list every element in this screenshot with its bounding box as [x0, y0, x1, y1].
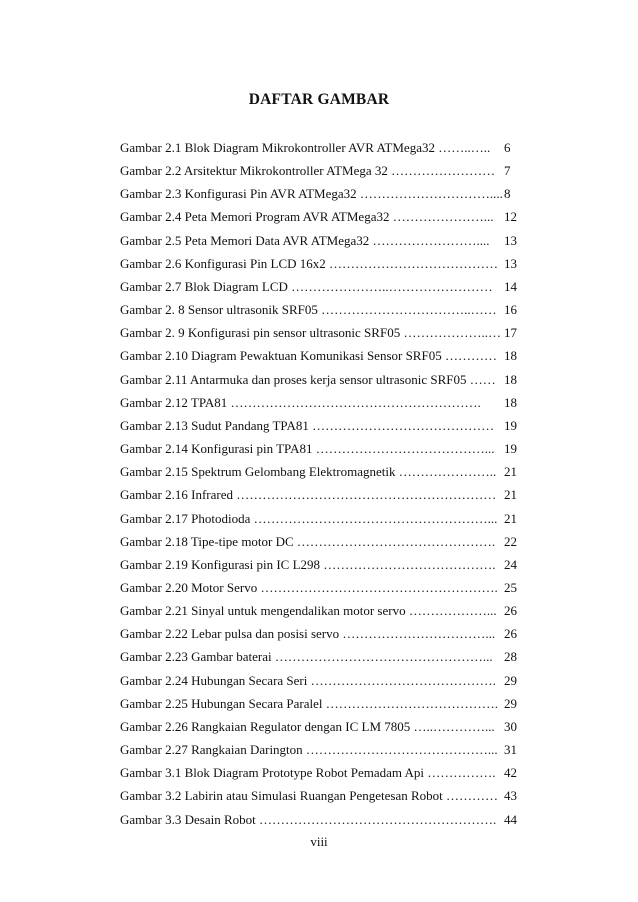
figure-list-item: [120, 557, 528, 580]
figure-list-item: [120, 441, 528, 464]
figure-entry-text: Gambar 3.1 Blok Diagram Prototype Robot Pemadam Api …………….: [120, 765, 496, 781]
figure-entry-page: 19: [504, 417, 517, 433]
figure-entry-page: 30: [504, 718, 517, 734]
figure-list-item: [120, 534, 528, 557]
figure-entry-text: Gambar 2.18 Tipe-tipe motor DC ……………………………………….: [120, 533, 496, 549]
figure-entry-page: 21: [504, 464, 517, 480]
figure-list-item: [120, 812, 528, 835]
figure-entry-text: Gambar 3.3 Desain Robot ……………………………………………….: [120, 811, 497, 827]
figure-list-item: [120, 742, 528, 765]
figure-entry-text: Gambar 2.2 Arsitektur Mikrokontroller ATMega 32 ……………………: [120, 163, 496, 179]
figure-entry-page: 8: [504, 186, 511, 202]
figure-entry-page: 26: [504, 626, 517, 642]
figure-entry-page: 21: [504, 510, 517, 526]
figure-entry-page: 17: [504, 325, 517, 341]
figure-list-item: [120, 603, 528, 626]
figure-list-item: [120, 788, 528, 811]
figure-entry-text: Gambar 2. 8 Sensor ultrasonik SRF05 ……………………………..……: [120, 302, 497, 318]
figure-list-item: [120, 348, 528, 371]
figure-entry-text: Gambar 2.24 Hubungan Secara Seri …………………………………….: [120, 672, 496, 688]
figure-entry-text: Gambar 2.22 Lebar pulsa dan posisi servo ……………………………...: [120, 626, 496, 642]
figure-list-item: [120, 765, 528, 788]
figure-list-item: [120, 395, 528, 418]
figure-entry-text: Gambar 2.13 Sudut Pandang TPA81 ……………………………………: [120, 417, 495, 433]
figure-list-item: [120, 418, 528, 441]
figure-entry-page: 18: [504, 371, 517, 387]
figure-list-item: [120, 279, 528, 302]
figure-entry-text: Gambar 2.4 Peta Memori Program AVR ATMega32 …………………...: [120, 209, 494, 225]
figure-entry-text: Gambar 2.23 Gambar baterai …………………………………………...: [120, 649, 493, 665]
figure-entry-text: Gambar 2.6 Konfigurasi Pin LCD 16x2 …………………………………: [120, 255, 499, 271]
figure-entry-page: 18: [504, 394, 517, 410]
figure-list-item: [120, 719, 528, 742]
figure-entry-page: 18: [504, 348, 517, 364]
figure-entry-page: 21: [504, 487, 517, 503]
figure-entry-text: Gambar 2.12 TPA81 ………………………………………………….: [120, 394, 481, 410]
figure-entry-page: 44: [504, 811, 517, 827]
figure-entry-page: 16: [504, 302, 517, 318]
figure-entry-text: Gambar 2.10 Diagram Pewaktuan Komunikasi Sensor SRF05 …………: [120, 348, 497, 364]
figure-entry-page: 42: [504, 765, 517, 781]
figure-entry-page: 19: [504, 441, 517, 457]
figure-entry-page: 43: [504, 788, 517, 804]
figure-entry-text: Gambar 2.15 Spektrum Gelombang Elektromagnetik …………………..: [120, 464, 497, 480]
figure-entry-text: Gambar 2.5 Peta Memori Data AVR ATMega32 ……………………....: [120, 232, 490, 248]
figure-entry-page: 31: [504, 742, 517, 758]
figure-list-item: [120, 372, 528, 395]
figure-entry-text: Gambar 3.2 Labirin atau Simulasi Ruangan Pengetesan Robot …………: [120, 788, 499, 804]
figure-entry-page: 22: [504, 533, 517, 549]
figure-entry-page: 29: [504, 695, 517, 711]
figure-entry-text: Gambar 2. 9 Konfigurasi pin sensor ultrasonic SRF05 ………………..…: [120, 325, 501, 341]
figure-list-item: [120, 696, 528, 719]
figure-entry-page: 28: [504, 649, 517, 665]
figure-entry-text: Gambar 2.3 Konfigurasi Pin AVR ATMega32 …………………………....: [120, 186, 503, 202]
figure-entry-text: Gambar 2.25 Hubungan Secara Paralel ………………………………….: [120, 695, 499, 711]
figure-list-item: [120, 186, 528, 209]
figure-entry-text: Gambar 2.17 Photodioda ………………………………………………...: [120, 510, 498, 526]
figure-list-item: [120, 209, 528, 232]
figure-entry-text: Gambar 2.26 Rangkaian Regulator dengan IC LM 7805 …..…………...: [120, 718, 495, 734]
figure-entry-page: 13: [504, 255, 517, 271]
figure-list-item: [120, 487, 528, 510]
figure-entry-page: 14: [504, 278, 517, 294]
figure-entry-text: Gambar 2.21 Sinyal untuk mengendalikan motor servo ………………...: [120, 603, 497, 619]
figure-entry-text: Gambar 2.7 Blok Diagram LCD …………………..……………………: [120, 278, 493, 294]
figure-entry-page: 7: [504, 163, 511, 179]
figure-entry-text: Gambar 2.16 Infrared ……………………………………………………: [120, 487, 497, 503]
figure-list-item: [120, 511, 528, 534]
figure-list-item: [120, 580, 528, 603]
figure-list-item: [120, 140, 528, 163]
page-title: DAFTAR GAMBAR: [248, 91, 390, 108]
figure-entry-text: Gambar 2.20 Motor Servo ……………………………………………….: [120, 579, 498, 595]
figure-entry-page: 26: [504, 603, 517, 619]
figure-list-item: [120, 649, 528, 672]
figure-list-item: [120, 302, 528, 325]
figure-entry-page: 25: [504, 579, 517, 595]
page-number: viii: [310, 834, 328, 849]
figure-entry-page: 12: [504, 209, 517, 225]
figure-list-item: [120, 626, 528, 649]
figure-entry-text: Gambar 2.19 Konfigurasi pin IC L298 ………………………………….: [120, 556, 496, 572]
figure-entry-text: Gambar 2.27 Rangkaian Darington ……………………………………...: [120, 742, 498, 758]
figure-entry-page: 24: [504, 556, 517, 572]
figure-entry-text: Gambar 2.14 Konfigurasi pin TPA81 …………………………………...: [120, 441, 495, 457]
figure-entry-page: 29: [504, 672, 517, 688]
figure-list-item: [120, 163, 528, 186]
figure-entry-text: Gambar 2.1 Blok Diagram Mikrokontroller AVR ATMega32 ……..…..: [120, 140, 491, 155]
figure-list-item: [120, 233, 528, 256]
figure-list-item: [120, 673, 528, 696]
figure-entry-page: 13: [504, 232, 517, 248]
figure-list: [120, 140, 528, 835]
figure-entry-page: 6: [504, 140, 511, 155]
figure-list-item: [120, 325, 528, 348]
figure-entry-text: Gambar 2.11 Antarmuka dan proses kerja sensor ultrasonic SRF05 ……: [120, 371, 496, 387]
figure-list-item: [120, 464, 528, 487]
figure-list-item: [120, 256, 528, 279]
